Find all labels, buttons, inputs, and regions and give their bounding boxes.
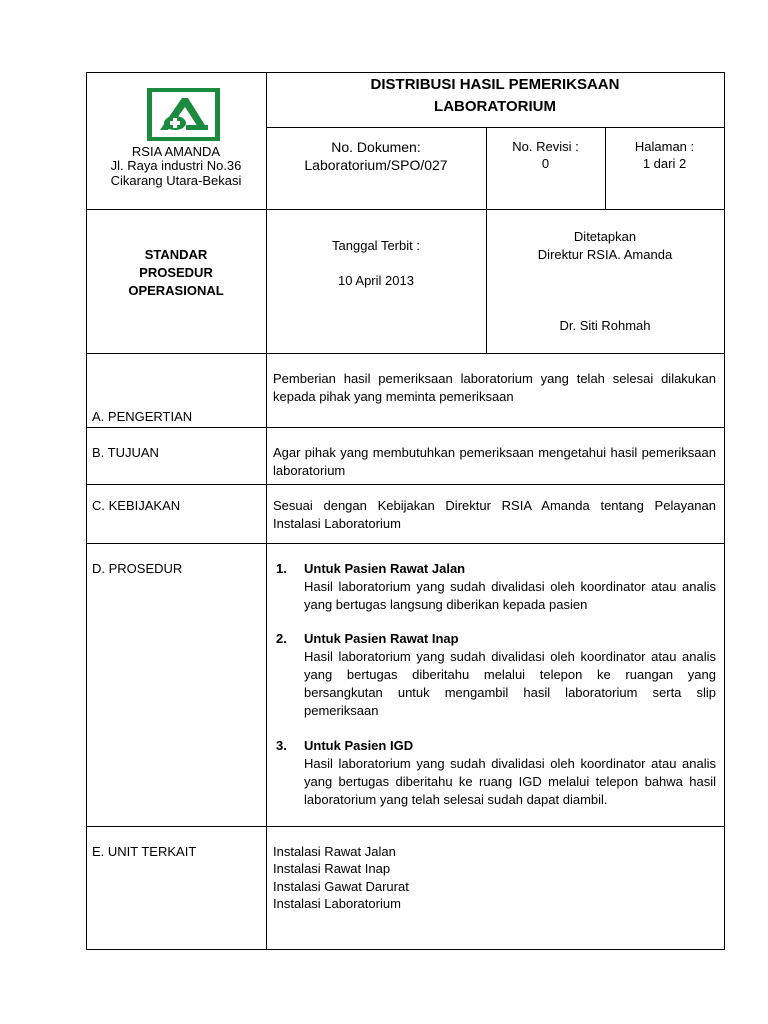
table-border-top [86,72,725,73]
logo-emblem-icon [152,92,215,137]
table-border-left [86,72,87,950]
doc-number-label: No. Dokumen: [331,139,421,155]
prosedur-bottom-divider [86,826,725,827]
label-column-divider [266,72,267,950]
sop-label-line1: STANDAR [144,247,208,262]
prosedur-item-1-title: Untuk Pasien Rawat Jalan [304,561,466,576]
prosedur-item-2-title: Untuk Pasien Rawat Inap [304,631,459,646]
page-value: 1 dari 2 [642,156,687,171]
unit-terkait-label: E. UNIT TERKAIT [92,844,197,859]
prosedur-item-1-number: 1. [276,561,287,576]
prosedur-label: D. PROSEDUR [92,561,183,576]
unit-item-4: Instalasi Laboratorium [273,896,401,911]
tujuan-text: Agar pihak yang membutuhkan pemeriksaan mengetahui hasil pemeriksaan laboratorium [273,445,716,478]
issue-date-label: Tanggal Terbit : [332,238,420,253]
header-title-divider [266,127,725,128]
document-title-line2: LABORATORIUM [434,98,556,115]
sop-label-line3: OPERASIONAL [128,283,224,298]
tujuan-bottom-divider [86,484,725,485]
unit-item-3: Instalasi Gawat Darurat [273,879,409,894]
document-title-line1: DISTRIBUSI HASIL PEMERIKSAAN [370,76,620,93]
sop-label-line2: PROSEDUR [139,265,213,280]
doc-number-value: Laboratorium/SPO/027 [304,157,448,173]
org-address-line1: Jl. Raya industri No.36 [110,158,242,173]
prosedur-item-2-text: Hasil laboratorium yang sudah divalidasi oleh koordinator atau analis yang bertugas diberitahu melalui telepon ke ruangan yang bersangkutan untuk mengambil hasil laboratorium serta slip pemeriksaan [304,649,716,718]
pengertian-label: A. PENGERTIAN [92,409,193,424]
sop-bottom-divider [86,353,725,354]
kebijakan-text: Sesuai dengan Kebijakan Direktur RSIA Amanda tentang Pelayanan Instalasi Laboratorium [273,498,716,531]
header-bottom-divider [86,209,725,210]
prosedur-item-1-text: Hasil laboratorium yang sudah divalidasi oleh koordinator atau analis yang bertugas langsung diberikan kepada pasien [304,579,716,612]
approved-by-title: Direktur RSIA. Amanda [537,247,673,262]
approved-label: Ditetapkan [573,229,637,244]
revision-label: No. Revisi : [512,139,579,154]
table-border-right [724,72,725,950]
kebijakan-bottom-divider [86,543,725,544]
pengertian-bottom-divider [86,427,725,428]
table-border-bottom [86,949,725,950]
unit-item-2: Instalasi Rawat Inap [273,861,391,876]
org-address-line2: Cikarang Utara-Bekasi [110,173,242,188]
prosedur-item-3-number: 3. [276,738,287,753]
prosedur-item-3-text: Hasil laboratorium yang sudah divalidasi oleh koordinator atau analis yang bertugas diberitahu ke ruang IGD melalui telepon bahwa hasil laboratorium yang telah selesai sudah dapat diambil. [304,756,716,807]
prosedur-item-2-number: 2. [276,631,287,646]
kebijakan-label: C. KEBIJAKAN [92,498,181,513]
org-name: RSIA AMANDA [131,144,221,159]
pengertian-text: Pemberian hasil pemeriksaan laboratorium yang telah selesai dilakukan kepada pihak yang meminta pemeriksaan [273,371,716,404]
unit-item-1: Instalasi Rawat Jalan [273,844,396,859]
revision-value: 0 [541,156,550,171]
approved-by-name: Dr. Siti Rohmah [559,318,651,333]
prosedur-item-3-title: Untuk Pasien IGD [304,738,414,753]
page-label: Halaman : [634,139,695,154]
rsia-amanda-logo [147,88,220,141]
tujuan-label: B. TUJUAN [92,445,159,460]
issue-date-value: 10 April 2013 [338,273,414,288]
